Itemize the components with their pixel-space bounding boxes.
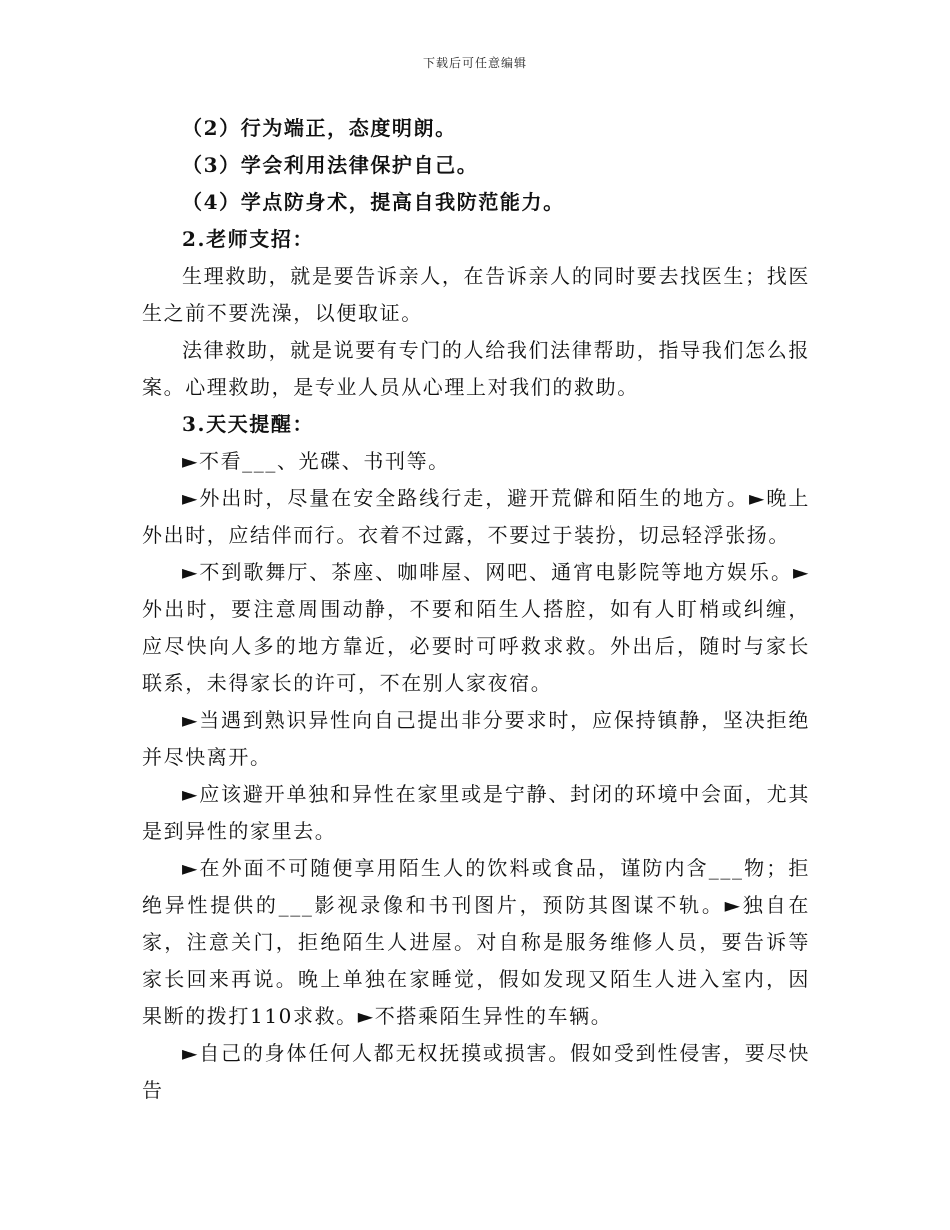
reminder-item: ►应该避开单独和异性在家里或是宁静、封闭的环境中会面，尤其是到异性的家里去。	[142, 782, 810, 843]
paragraph-physical-aid: 生理救助，就是要告诉亲人，在告诉亲人的同时要去找医生；找医生之前不要洗澡，以便取证。	[142, 264, 810, 325]
reminder-item: ►在外面不可随便享用陌生人的饮料或食品，谨防内含___物；拒绝异性提供的___影视录像和书刊图片，预防其图谋不轨。►独自在家，注意关门，拒绝陌生人进屋。对自称是服务维修人员，要告诉等家长回来再说。晚上单独在家睡觉，假如发现又陌生人进入室内，因果断的拨打110求救。►不搭乘陌生异性的车辆。	[142, 856, 810, 1028]
paragraph-point-4: （4）学点防身术，提高自我防范能力。	[182, 190, 565, 214]
paragraph-point-2: （2）行为端正，态度明朗。	[182, 116, 457, 140]
reminder-item: ►自己的身体任何人都无权抚摸或损害。假如受到性侵害，要尽快告	[142, 1041, 810, 1102]
reminder-item: ►当遇到熟识异性向自己提出非分要求时，应保持镇静，坚决拒绝并尽快离开。	[142, 708, 810, 769]
reminder-item: ►不看___、光碟、书刊等。	[182, 449, 450, 473]
paragraph-point-3: （3）学会利用法律保护自己。	[182, 153, 479, 177]
document-body	[142, 110, 810, 1109]
page-header: 下载后可任意编辑	[422, 56, 527, 70]
reminder-item: ►不到歌舞厅、茶座、咖啡屋、网吧、通宵电影院等地方娱乐。►外出时，要注意周围动静，不要和陌生人搭腔，如有人盯梢或纠缠，应尽快向人多的地方靠近，必要时可呼救求救。外出后，随时与家长联系，未得家长的许可，不在别人家夜宿。	[142, 560, 810, 695]
section-heading-daily-reminder: 3.天天提醒：	[182, 412, 315, 436]
section-heading-teacher-tips: 2.老师支招：	[182, 227, 315, 251]
paragraph-legal-aid: 法律救助，就是说要有专门的人给我们法律帮助，指导我们怎么报案。心理救助，是专业人员从心理上对我们的救助。	[142, 338, 810, 399]
reminder-item: ►外出时，尽量在安全路线行走，避开荒僻和陌生的地方。►晚上外出时，应结伴而行。衣着不过露，不要过于装扮，切忌轻浮张扬。	[142, 486, 810, 547]
